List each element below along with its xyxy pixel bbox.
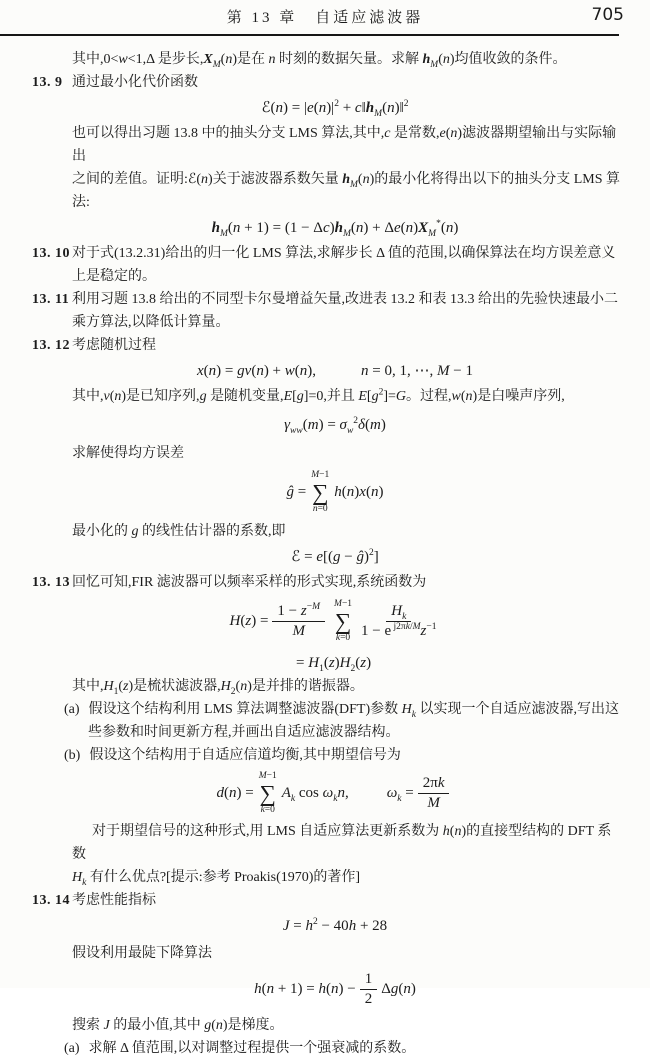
summation (259, 771, 277, 816)
formula-lhs: h(n + 1) = h(n) − (254, 981, 356, 997)
chapter-title: 第 13 章 自适应滤波器 (226, 10, 424, 26)
sum-lower-limit: k=0 (260, 805, 275, 815)
sigma-icon: ∑ (334, 609, 352, 634)
problem-13-14 (0, 889, 650, 912)
fraction (272, 603, 325, 640)
fraction-numerator: 2πk (418, 775, 450, 794)
formula-steepest-descent (40, 971, 630, 1008)
item-text: 求解 Δ 值范围,以对调整过程提供一个强衰减的系数。 (88, 1041, 416, 1056)
problem-lead: 通过最小化代价函数 (72, 75, 198, 90)
problem-number: 13. 12 (32, 338, 70, 353)
fraction-numerator: 1 (360, 971, 378, 990)
fraction (361, 603, 436, 640)
item-label: (a) (64, 702, 80, 717)
problem-13-13 (0, 571, 650, 594)
page-number: 705 (591, 5, 624, 25)
problem-lead: 考虑随机过程 (72, 338, 156, 353)
paragraph: 也可以得出习题 13.8 中的抽头分支 LMS 算法,其中,c 是常数,e(n)滤波器期望输出与实际输出 (72, 126, 617, 164)
item-b (64, 744, 626, 767)
fraction-denominator: M (292, 623, 305, 639)
paragraph: 搜索 J 的最小值,其中 g(n)是梯度。 (72, 1018, 284, 1033)
formula-lms-update: $h_M(n + 1) = (1 - \Delta c)h_M(n) + \Delta e(n)X_M^*(n)$ (211, 219, 459, 239)
item-a-continuation: 些参数和时间更新方程,并画出自适应滤波器结构。 (88, 725, 400, 740)
formula-desired-signal (40, 771, 630, 816)
formula-autocorrelation: $\gamma_{ww}(m) = \sigma_w^2\delta(m)$ (284, 416, 386, 436)
problem-lead: 考虑性能指标 (72, 893, 156, 908)
problem-13-11 (0, 288, 650, 311)
paragraph: 假设利用最陡下降算法 (72, 946, 212, 961)
paragraph: 求解使得均方误差 (72, 446, 184, 461)
fraction-numerator: $H_k$ (386, 603, 411, 622)
fraction-denominator: M (427, 795, 440, 811)
sum-lower-limit: n=0 (312, 504, 328, 514)
formula-system-function (40, 599, 630, 644)
fraction (418, 775, 450, 812)
formula-lhs: ĝ = (286, 484, 307, 500)
item-label: (b) (64, 748, 81, 763)
fraction-numerator: $1 - z^{-M}$ (272, 603, 325, 622)
sigma-icon: ∑ (259, 781, 276, 806)
formula-mse: ℰ = e[(g − ĝ)$^2$] (291, 548, 379, 565)
formula-lhs: H(z) = (229, 613, 269, 629)
formula-g-estimate (40, 470, 630, 515)
problem-text: 利用习题 13.8 给出的不同型卡尔曼增益矢量,改进表 13.2 和表 13.3 给出的先验快速最小二 (72, 292, 618, 307)
sum-lower-limit: k=0 (335, 633, 351, 643)
sum-upper-limit: M−1 (258, 771, 277, 781)
problem-number: 13. 11 (32, 292, 70, 307)
item-text: 假设这个结构用于自适应信道均衡,其中期望信号为 (89, 748, 401, 763)
problem-number: 13. 13 (32, 575, 70, 590)
page-header (0, 0, 650, 32)
formula-rhs: h(n)x(n) (334, 484, 384, 500)
sigma-icon: ∑ (312, 480, 329, 505)
intro-paragraph: 其中,0<w<1,Δ 是步长$,X_M(n)$是在 n 时刻的数据矢量。求解 $h_M(n)$均值收敛的条件。 (72, 52, 567, 70)
problem-number: 13. 14 (32, 893, 70, 908)
summation (311, 470, 329, 515)
sum-upper-limit: M−1 (311, 470, 330, 480)
paragraph: 上是稳定的。 (72, 269, 156, 284)
problem-13-10 (0, 242, 650, 265)
summation (334, 599, 352, 644)
paragraph: 乘方算法,以降低计算量。 (72, 315, 230, 330)
paragraph: 其中,v(n)是已知序列,g 是随机变量,E[g]=0,并且 $E[g^2]=G$。过程,w(n)是白噪声序列, (72, 387, 565, 404)
formula-performance-index: $J = h^2 - 40h + 28$ (282, 917, 388, 934)
formula-lhs: d(n) = (216, 785, 254, 801)
fraction-denominator: 2 (364, 991, 373, 1007)
fraction (360, 971, 378, 1008)
formula-random-process: x(n) = gv(n) + w(n), n = 0, 1, ⋯, M − 1 (197, 363, 473, 379)
problem-number: 13. 9 (32, 75, 63, 90)
formula-mid: $A_k$ $\cos \omega_kn$, (281, 785, 349, 804)
problem-text: 对于式(13.2.31)给出的归一化 LMS 算法,求解步长 Δ 值的范围,以确保算法在均方误差意义 (72, 246, 616, 261)
item-a (64, 698, 626, 721)
paragraph: 其中$,H_1(z)$是梳状滤波器$,H_2(n)$是并排的谐振器。 (72, 679, 364, 697)
paragraph: 对于期望信号的这种形式,用 LMS 自适应算法更新系数为 h(n)的直接型结构的 DFT 系数 (72, 824, 612, 862)
paragraph: $H_k$ 有什么优点?[提示:参考 Proakis(1970)的著作] (72, 870, 361, 888)
fraction-denominator: 1 − e $^{j2\pi k/M}z^{-1}$ (361, 622, 437, 639)
formula-factored-form: = $H_1(z)H_2(z)$ (296, 655, 372, 674)
formula-rhs: Δg(n) (381, 981, 416, 997)
paragraph: 之间的差值。证明:ℰ(n)关于滤波器系数矢量 $h_M(n)$的最小化将得出以下的抽头分支 LMS 算法: (72, 172, 621, 210)
sum-upper-limit: M−1 (334, 599, 353, 609)
problem-13-12 (0, 334, 650, 357)
page-body (0, 36, 650, 1060)
problem-13-9 (0, 71, 650, 94)
paragraph: 最小化的 g 的线性估计器的系数,即 (72, 524, 286, 539)
item-text: 假设这个结构利用 LMS 算法调整滤波器(DFT)参数 $H_k$ 以实现一个自适应滤波器,写出这 (88, 702, 619, 720)
formula-cost-function: ℰ(n) = $|e(n)|^2$ + $c‖h_M(n)‖^2$ (261, 99, 409, 119)
problem-number: 13. 10 (32, 246, 70, 261)
item-a (64, 1037, 626, 1060)
problem-lead: 回忆可知,FIR 滤波器可以频率采样的形式实现,系统函数为 (72, 575, 427, 590)
item-label: (a) (64, 1041, 80, 1056)
formula-rhs: $\omega_k$ = (386, 785, 414, 804)
